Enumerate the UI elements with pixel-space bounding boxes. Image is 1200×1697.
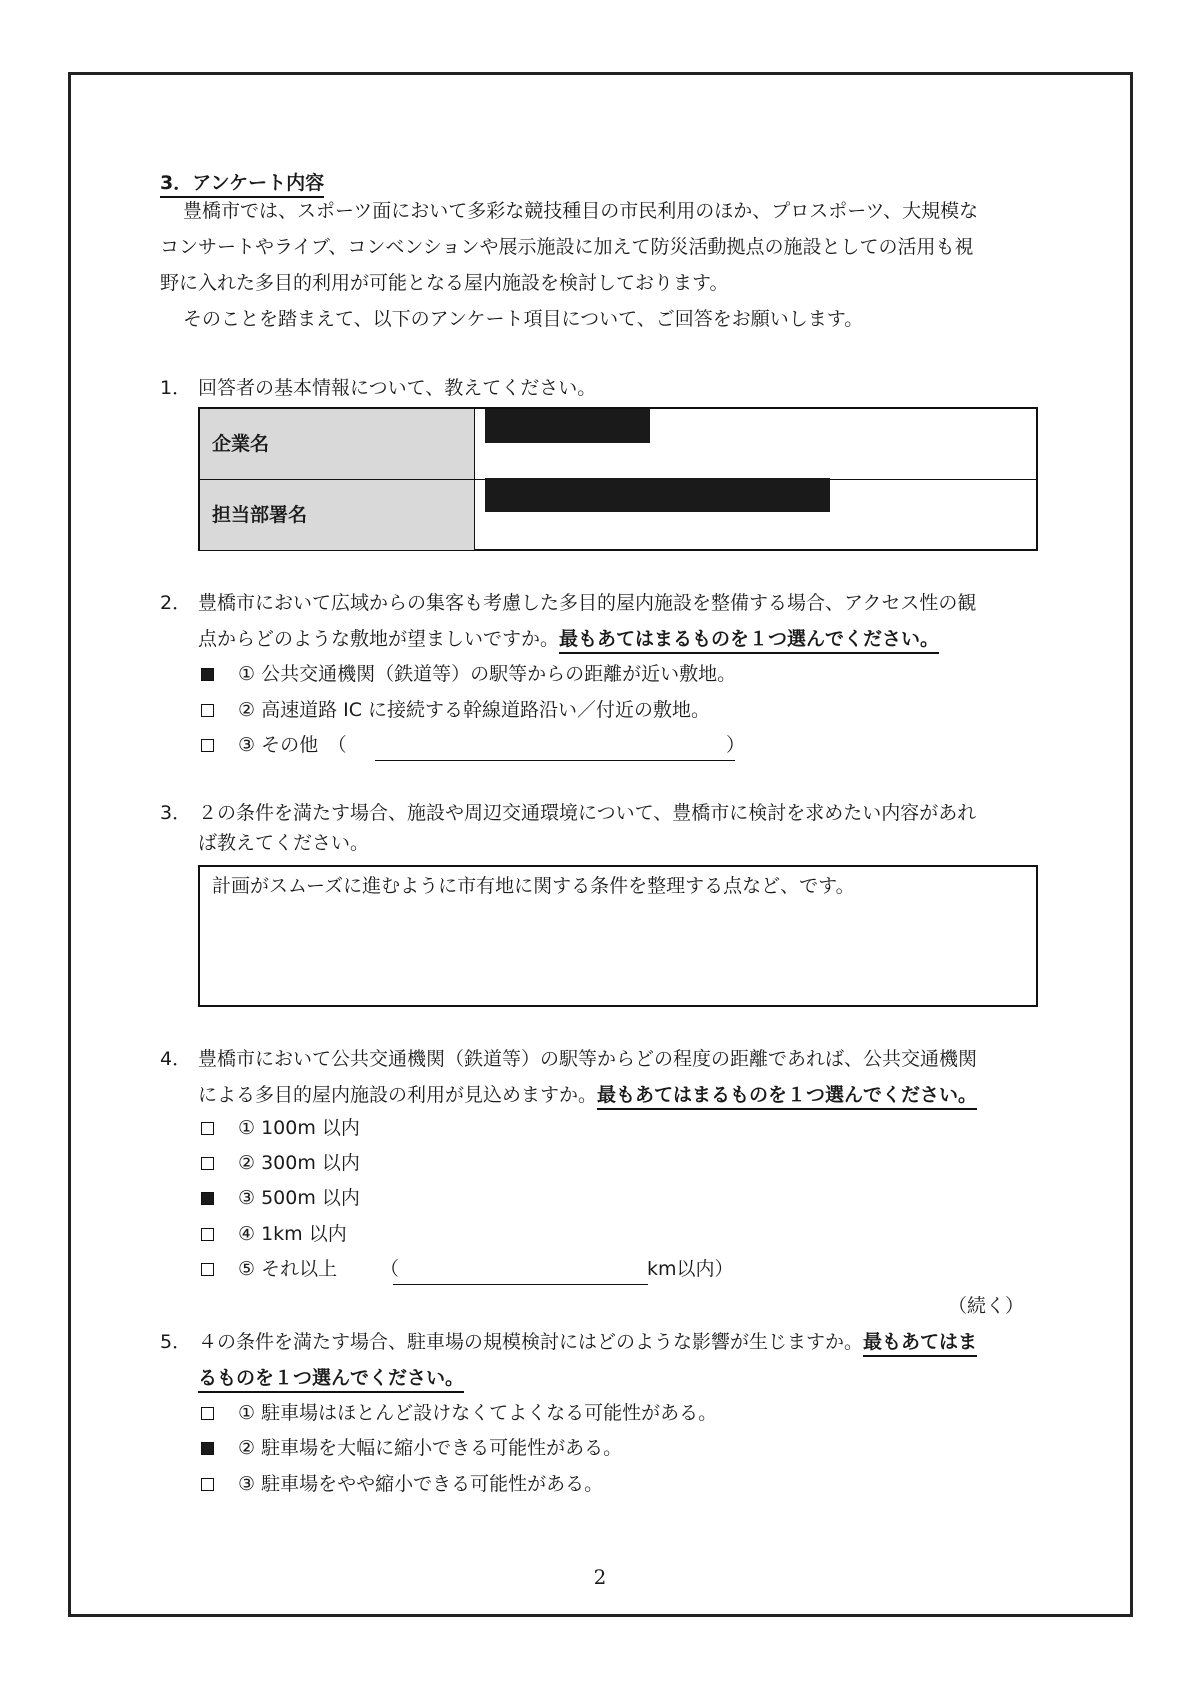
section-title: 3．アンケート内容 — [160, 168, 324, 198]
q2-line-2-plain: 点からどのような敷地が望ましいですか。 — [198, 628, 560, 650]
q4-line-2-plain: による多目的屋内施設の利用が見込めますか。 — [198, 1084, 598, 1106]
q2-option-1-label: ① 公共交通機関（鉄道等）の駅等からの距離が近い敷地。 — [238, 663, 737, 685]
q5-option-2-label: ② 駐車場を大幅に縮小できる可能性がある。 — [238, 1437, 623, 1459]
q2-option-3-checkbox[interactable] — [201, 739, 214, 752]
q5-option-3-checkbox[interactable] — [201, 1478, 214, 1491]
q4-option-5-label: ⑤ それ以上 — [238, 1258, 338, 1280]
q5-instruction-part-2: るものを１つ選んでください。 — [198, 1367, 464, 1393]
q4-option-5-open-paren: （ — [380, 1258, 400, 1280]
q5-option-3-label: ③ 駐車場をやや縮小できる可能性がある。 — [238, 1473, 604, 1495]
intro-line-1: 豊橋市では、スポーツ面において多彩な競技種目の市民利用のほか、プロスポーツ、大規模な — [183, 200, 979, 222]
q5-instruction-part-1: 最もあてはま — [863, 1331, 977, 1357]
q4-option-4-label: ④ 1km 以内 — [238, 1223, 347, 1245]
q5-line-1-plain: ４の条件を満たす場合、駐車場の規模検討にはどのような影響が生じますか。 — [198, 1331, 864, 1353]
department-label: 担当部署名 — [200, 480, 475, 550]
q4-option-2-label: ② 300m 以内 — [238, 1152, 360, 1174]
q4-option-2-checkbox[interactable] — [201, 1157, 214, 1170]
q3-number: 3． — [160, 802, 192, 824]
q3-line-2: ば教えてください。 — [198, 832, 370, 854]
intro-line-2: コンサートやライブ、コンベンションや展示施設に加えて防災活動拠点の施設としての活用も視 — [160, 236, 974, 258]
q2-option-3-label: ③ その他 （ — [238, 734, 347, 756]
q4-instruction: 最もあてはまるものを１つ選んでください。 — [597, 1084, 977, 1110]
q4-option-3-checkbox[interactable] — [201, 1192, 214, 1205]
q4-option-1-checkbox[interactable] — [201, 1122, 214, 1135]
q4-line-2 — [198, 1082, 977, 1108]
q4-option-3-label: ③ 500m 以内 — [238, 1187, 360, 1209]
company-row — [200, 409, 1036, 480]
q5-option-1-label: ① 駐車場はほとんど設けなくてよくなる可能性がある。 — [238, 1402, 718, 1424]
q2-option-2-label: ② 高速道路 IC に接続する幹線道路沿い／付近の敷地。 — [238, 699, 711, 721]
q4-option-1-label: ① 100m 以内 — [238, 1117, 360, 1139]
q2-other-input-line[interactable] — [375, 760, 735, 761]
q2-option-1-checkbox[interactable] — [201, 668, 214, 681]
q2-line-1: 豊橋市において広域からの集客も考慮した多目的屋内施設を整備する場合、アクセス性の観 — [198, 592, 977, 614]
q2-other-close-paren: ） — [726, 734, 746, 756]
q2-option-2-checkbox[interactable] — [201, 704, 214, 717]
q4-option-5-checkbox[interactable] — [201, 1263, 214, 1276]
department-redaction — [485, 478, 830, 512]
q3-answer-text: 計画がスムーズに進むように市有地に関する条件を整理する点など、です。 — [212, 875, 855, 897]
q2-instruction: 最もあてはまるものを１つ選んでください。 — [559, 628, 939, 654]
intro-line-3: 野に入れた多目的利用が可能となる屋内施設を検討しております。 — [160, 272, 729, 294]
respondent-info-table — [198, 407, 1038, 551]
q5-line-2 — [198, 1365, 464, 1391]
q5-option-2-checkbox[interactable] — [201, 1442, 214, 1455]
company-label: 企業名 — [200, 409, 475, 479]
q3-line-1: ２の条件を満たす場合、施設や周辺交通環境について、豊橋市に検討を求めたい内容があれ — [198, 802, 977, 824]
q5-option-1-checkbox[interactable] — [201, 1407, 214, 1420]
q3-answer-box[interactable] — [198, 865, 1038, 1007]
q5-number: 5． — [160, 1331, 192, 1353]
intro-line-4: そのことを踏まえて、以下のアンケート項目について、ご回答をお願いします。 — [183, 308, 864, 330]
q2-line-2 — [198, 626, 939, 652]
q4-option-5-unit: km以内） — [647, 1258, 734, 1280]
company-redaction — [485, 409, 650, 443]
q1-number: 1． — [160, 377, 192, 399]
q5-line-1 — [198, 1329, 977, 1355]
q4-line-1: 豊橋市において公共交通機関（鉄道等）の駅等からどの程度の距離であれば、公共交通機関 — [198, 1048, 978, 1070]
q4-option-4-checkbox[interactable] — [201, 1228, 214, 1241]
q2-number: 2． — [160, 592, 192, 614]
continued-note: （続く） — [948, 1295, 1025, 1317]
q4-distance-input-line[interactable] — [393, 1284, 648, 1285]
page-number: 2 — [593, 1565, 607, 1589]
department-row — [200, 480, 1036, 550]
q1-text: 回答者の基本情報について、教えてください。 — [198, 377, 597, 399]
q4-number: 4． — [160, 1048, 192, 1070]
